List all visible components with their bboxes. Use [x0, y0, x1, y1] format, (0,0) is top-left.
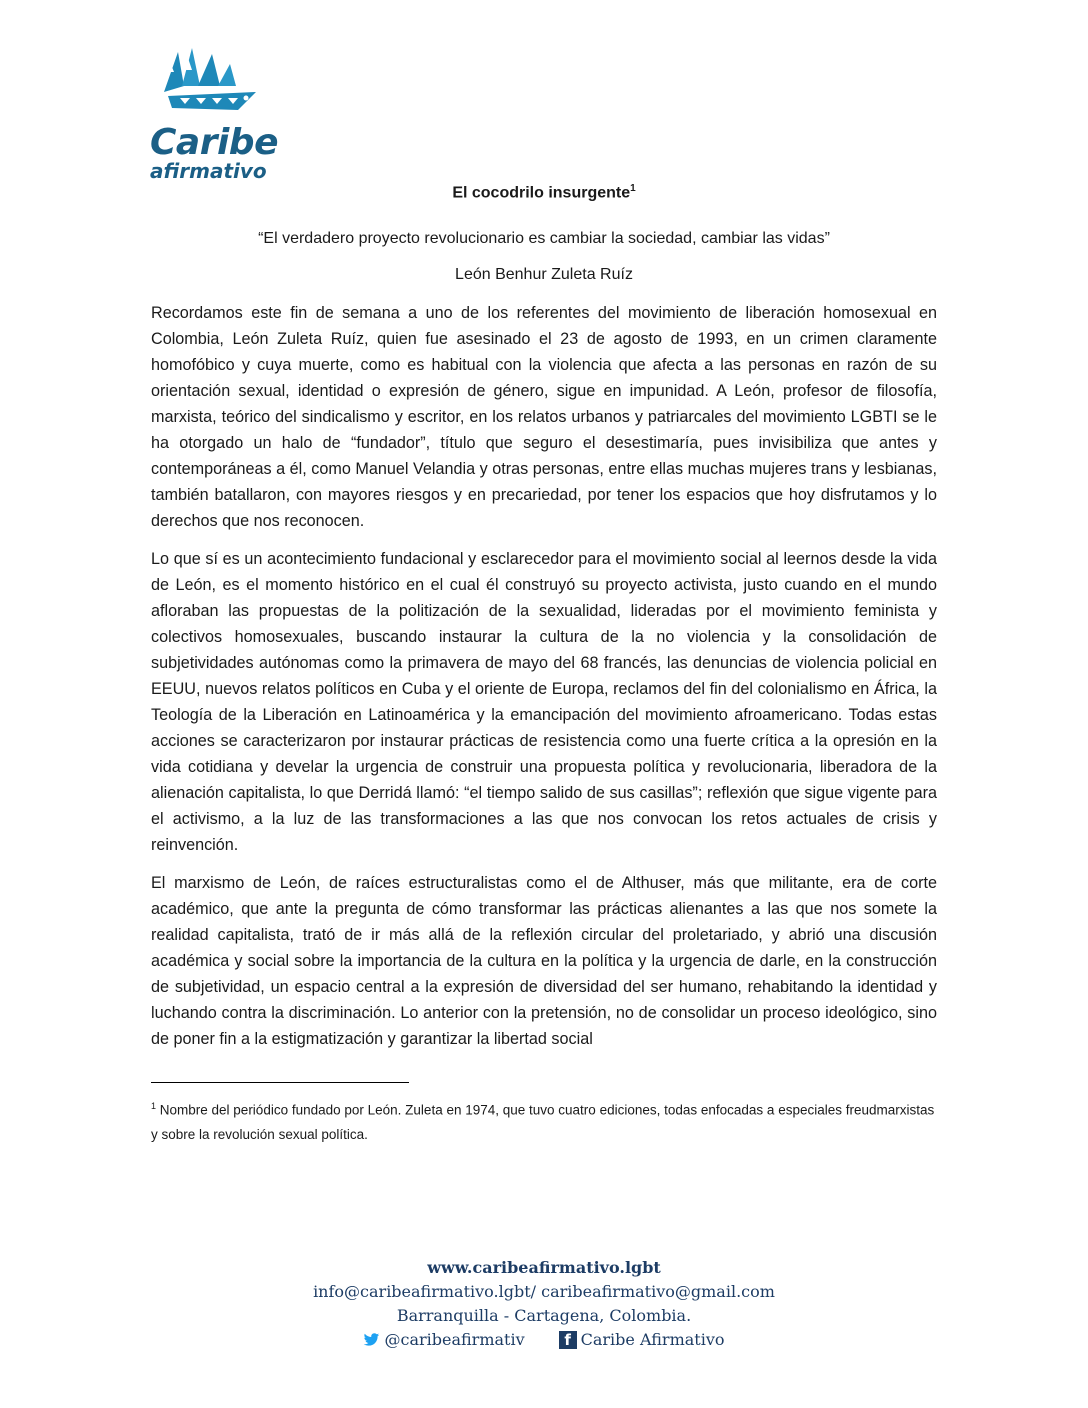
paragraph: Lo que sí es un acontecimiento fundacional y esclarecedor para el movimiento social al leernos desde la vida de León, es el momento histórico en el cual él construyó su proyecto activista, justo cuando en el mundo afloraban las propuestas de la politización de la sexualidad, lideradas por el movimiento feminista y colectivos homosexuales, buscando instaurar la cultura de la no violencia y la consolidación de subjetividades autónomas como la primavera de mayo del 68 francés, las denuncias de violencia policial en EEUU, nuevos relatos políticos en Cuba y el oriente de Europa, reclamos del fin del colonialismo en África, la Teología de la Liberación en Latinoamérica y la emancipación del movimiento afroamericano. Todas estas acciones se caracterizaron por instaurar prácticas de resistencia como una fuerte crítica a la opresión en la vida cotidiana y develar la urgencia de construir una propuesta política y revolucionaria, liberadora de la alienación capitalista, lo que Derridá llamó: “el tiempo salido de sus casillas”; reflexión que sigue vigente para el activismo, a la luz de las transformaciones a las que nos convocan los retos actuales de crisis y reinvención.	[151, 550, 937, 854]
twitter-handle: @caribeafirmativ	[384, 1330, 525, 1349]
facebook-name: Caribe Afirmativo	[580, 1330, 725, 1349]
paragraph: Recordamos este fin de semana a uno de los referentes del movimiento de liberación homosexual en Colombia, León Zuleta Ruíz, quien fue asesinado el 23 de agosto de 1993, en un crimen claramente homofóbico y cuya muerte, como es habitual con la violencia que afecta a las personas en razón de su orientación sexual, identidad o expresión de género, sigue en impunidad. A León, profesor de filosofía, marxista, teórico del sindicalismo y escritor, en los relatos urbanos y patriarcales del movimiento LGBTI se le ha otorgado un halo de “fundador”, título que seguro el desestimaría, pues invisibiliza que antes y contemporáneas a él, como Manuel Velandia y otras personas, entre ellas muchas mujeres trans y lesbianas, también batallaron, con mayores riesgos y en precariedad, por tener los espacios que hoy disfrutamos y lo derechos que nos reconocen.	[151, 304, 937, 530]
document-title	[151, 183, 937, 202]
epigraph-author: León Benhur Zuleta Ruíz	[455, 266, 633, 283]
footnote-separator	[151, 1082, 409, 1083]
footnote-text: Nombre del periódico fundado por León. Zuleta en 1974, que tuvo cuatro ediciones, todas enfocadas a especiales freudmarxistas y sobre la revolución sexual política.	[151, 1102, 935, 1142]
twitter-icon	[363, 1333, 380, 1347]
footnote	[151, 1094, 937, 1147]
paragraph: El marxismo de León, de raíces estructuralistas como el de Althuser, más que militante, era de corte académico, que ante la pregunta de cómo transformar las prácticas alienantes a las que nos somete la realidad capitalista, trató de ir más allá de la reflexión circular del proletariado, y abrió una discusión académica y social sobre la importancia de la cultura en la política y la urgencia de darle, en la construcción de subjetividad, un espacio central a la expresión de diversidad del ser humano, rehabitando la identidad y luchando contra la discriminación. Lo anterior con la pretensión, no de consolidar un proceso ideológico, sino de poner fin a la estigmatización y garantizar la libertad social	[151, 874, 937, 1048]
twitter-link[interactable]	[363, 1328, 524, 1352]
footer-emails[interactable]: info@caribeafirmativo.lgbt/ caribeafirmativo@gmail.com	[313, 1282, 775, 1301]
footer-location: Barranquilla - Cartagena, Colombia.	[396, 1306, 692, 1325]
article-body	[151, 300, 937, 1064]
facebook-link[interactable]	[559, 1328, 725, 1352]
crocodile-logo-icon	[160, 42, 260, 122]
footnote-marker: 1	[151, 1101, 157, 1111]
facebook-icon: f	[559, 1331, 577, 1349]
logo-text-afirmativo: afirmativo	[150, 159, 267, 183]
caribe-afirmativo-logo	[150, 42, 278, 183]
epigraph-quote: “El verdadero proyecto revolucionario es cambiar la sociedad, cambiar las vidas”	[258, 230, 830, 247]
logo-text-caribe: Caribe	[150, 122, 278, 163]
title-text: El cocodrilo insurgente	[452, 184, 631, 202]
footer-website-link[interactable]: www.caribeafirmativo.lgbt	[427, 1258, 661, 1277]
page-footer	[200, 1256, 888, 1352]
footer-social-links	[200, 1328, 888, 1352]
title-footnote-ref: 1	[630, 183, 636, 194]
